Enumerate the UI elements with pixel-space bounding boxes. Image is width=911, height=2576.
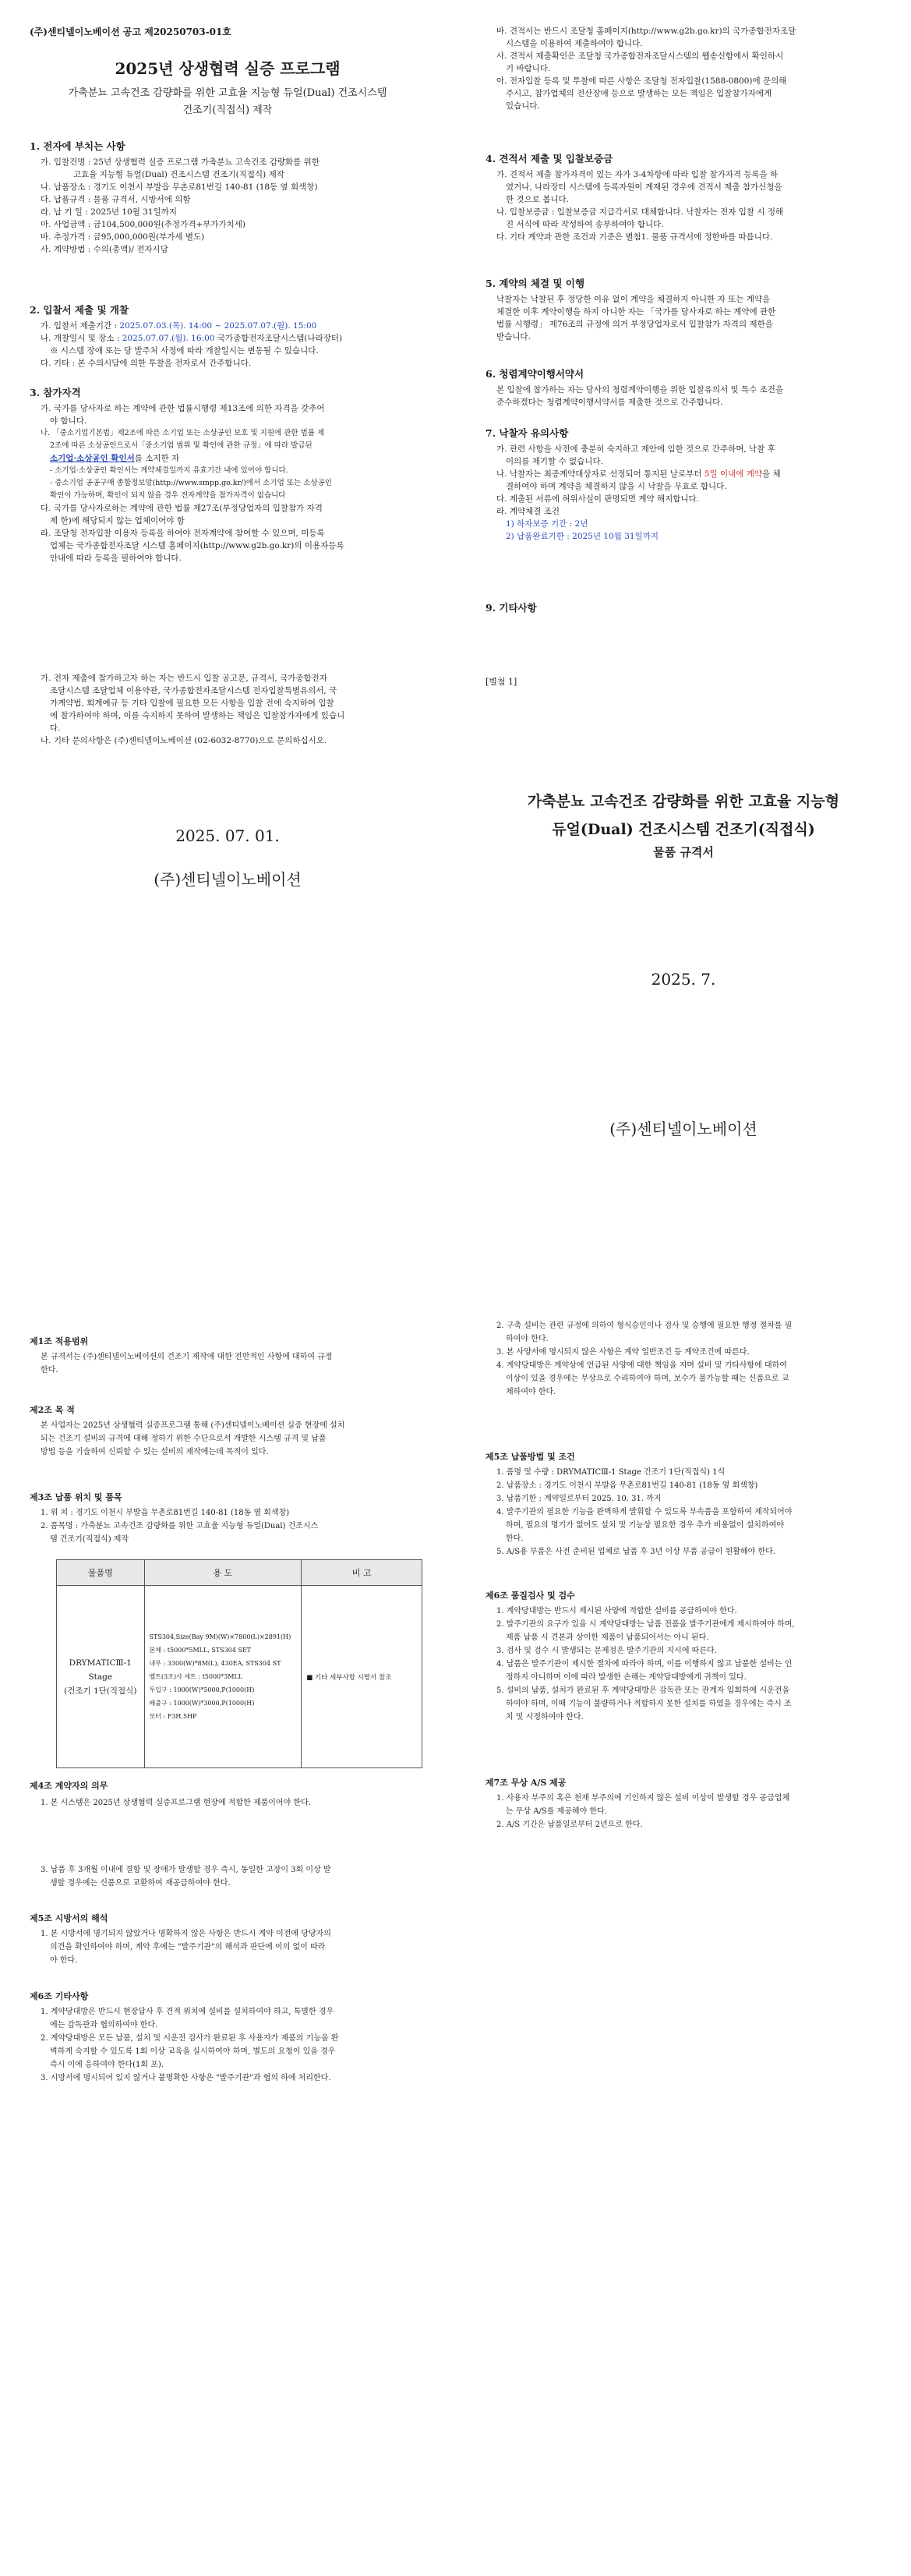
s4-line: 가계약법, 회계예규 등 기타 입찰에 필요한 모든 사항을 입찰 전에 숙지하여 입찰 — [50, 699, 334, 708]
p2-top-notes — [486, 25, 881, 112]
p2-s4-line: 나. 입찰보증금 : 입찰보증금 지급각서로 대체합니다. 낙찰자는 전자 입찰 시 정해 — [496, 207, 784, 217]
p4-line: 3. 본 사양서에 명시되지 않은 사항은 계약 일반조건 등 계약조건에 따른다. — [496, 1348, 750, 1357]
p4-a6-line: 정하지 아니하며 이에 따라 발생한 손해는 계약당대방에게 귀책이 있다. — [506, 1673, 747, 1682]
s2-etc: 다. 기타 : 본 수의시담에 의한 투찰을 전자로서 간주합니다. — [41, 359, 252, 368]
s1-line: 사. 계약방법 : 수의(총액)/ 전자시담 — [41, 245, 168, 254]
p4-a6-line: 제품 납품 시 견본과 상이한 제품이 납품되어서는 아니 된다. — [506, 1633, 709, 1642]
item-spec-table — [56, 1559, 422, 1768]
s1-line: 바. 추정가격 : 금95,000,000원(부가세 별도) — [41, 232, 205, 242]
p4-a5-line: 하며, 필요의 명기가 없어도 설치 및 기능상 필요한 경우 추가 비용없이 설치하여야 — [506, 1521, 784, 1530]
p4-a6-line: 치 및 시정하여야 한다. — [506, 1713, 584, 1721]
p2-section-5-title: 5. 계약의 체결 및 이행 — [486, 278, 585, 289]
p4-a6-line: 4. 납품은 발주기관이 제시한 절차에 따라야 하며, 이를 이행하지 않고 납품한 설비는 인 — [496, 1660, 793, 1668]
section-1-title: 1. 전자에 부치는 사항 — [30, 140, 125, 152]
article-3-line: 템 건조기(직접식) 제작 — [50, 1535, 129, 1544]
item-table-wrap — [56, 1559, 422, 1768]
p2-section-9 — [486, 600, 881, 617]
article-4-line: 생할 경우에는 신품으로 교환하여 재공급하여야 한다. — [50, 1879, 231, 1888]
article-6-line: 2. 계약당대방은 모든 납품, 설치 및 시운전 검사가 완료된 후 사용자가 제품의 기능을 완 — [41, 2034, 339, 2043]
s2-note: ※ 시스템 장애 또는 당 발주처 사정에 따라 개찰일시는 변동될 수 있습니다. — [50, 346, 319, 356]
s3-sub: - 중소기업 공공구매 종합정보망(http://www.smpp.go.kr/)에서 소기업 또는 소상공인 — [50, 479, 332, 487]
p2-s7-line: 이의를 제기할 수 없습니다. — [506, 457, 603, 466]
s1-line: 가. 입찰건명 : 25년 상생협력 실증 프로그램 가축분뇨 고속건조 감량화를 위한 — [41, 157, 320, 167]
notice-subtitle-line2: 건조기(직접식) 제작 — [182, 104, 273, 116]
p2-s7-line: 라. 계약체결 조건 — [496, 507, 560, 516]
p4-line: 하여야 한다. — [506, 1335, 549, 1343]
section-2 — [30, 303, 425, 370]
article-1-line: 한다. — [41, 1366, 58, 1375]
table-header-cell: 용 도 — [144, 1560, 302, 1586]
s4-line: 가. 전자 제출에 참가하고자 하는 자는 반드시 입찰 공고문, 규격서, 국가종합전자 — [41, 674, 327, 683]
p4-a5-line: 1. 품명 및 수량 : DRYMATICⅢ-1 Stage 건조기 1단(직접식) 1식 — [496, 1468, 726, 1477]
article-1-line: 본 규격서는 (주)센티넬이노베이션의 건조기 제작에 대한 전반적인 사항에 대하여 규정 — [41, 1353, 333, 1361]
article-6-line: 1. 계약당대방은 반드시 현장답사 후 견적 위치에 설비를 설치하여야 하고, 특별한 경우 — [41, 2008, 334, 2016]
article-4-title: 제4조 계약자의 의무 — [30, 1781, 108, 1791]
spec-title-line3: 물품 규격서 — [653, 845, 714, 859]
article-6-title: 제6조 기타사항 — [30, 1991, 89, 2001]
p4-line: 4. 계약당대방은 계약상에 언급된 사양에 대한 책임을 지며 설비 및 기타사항에 대하여 — [496, 1361, 787, 1370]
s3-line: 2조에 따른 소상공인으로서「중소기업 범위 및 확인에 관한 규정」에 따라 발급된 — [50, 441, 312, 450]
p4-line: 체하여야 한다. — [506, 1388, 556, 1396]
spec-title-line1: 가축분뇨 고속건조 감량화를 위한 고효율 지능형 — [527, 793, 840, 810]
article-3-line: 2. 품목명 : 가축분뇨 고속건조 감량화를 위한 고효율 지능형 듀얼(Dual) 건조시스 — [41, 1522, 319, 1530]
section-1 — [30, 139, 425, 256]
p2-section-6 — [486, 366, 881, 409]
p4-a6-line: 3. 검사 및 검수 시 발생되는 문제점은 발주기관의 지시에 따른다. — [496, 1647, 717, 1655]
article-4-item-3 — [30, 1863, 425, 1890]
s4-line: 에 참가하여야 하며, 이를 숙지하지 못하여 발생하는 책임은 입찰참가자에게 있습니 — [50, 711, 345, 720]
spec-date: 2025. 7. — [651, 970, 716, 989]
p4-a5-line: 3. 납품기한 : 계약일로부터 2025. 10. 31. 까지 — [496, 1495, 662, 1503]
p4-a7-line: 2. A/S 기간은 납품일로부터 2년으로 한다. — [496, 1821, 643, 1829]
p4-a5-line: 한다. — [506, 1534, 524, 1543]
p4-a6-line: 2. 발주기관의 요구가 있을 시 계약당대방는 납품 전품을 발주기관에게 제시하여야 하며, — [496, 1620, 795, 1629]
s3-sub: 확인이 가능하며, 확인이 되지 않을 경우 전자계약을 참가자격이 없습니다 — [50, 491, 286, 500]
spec-cover-title — [486, 787, 881, 860]
opening-date-value: 2025.07.07.(월). 16:00 — [122, 334, 215, 343]
article-6-line: 벽하게 숙지할 수 있도록 1회 이상 교육을 실시하여야 하며, 별도의 요청이 있을 경우 — [50, 2047, 336, 2056]
p2-s6-line: 준수하겠다는 청렴계약이행서약서를 제출한 것으로 간주합니다. — [496, 398, 723, 407]
article-6-line: 즉시 이에 응하여야 한다(1회 포). — [50, 2061, 164, 2069]
article-4-line: 3. 납품 후 3개월 이내에 결함 및 장애가 발생할 경우 즉시, 동일한 고장이 3회 이상 발 — [41, 1866, 331, 1874]
s3-sub: - 소기업·소상공인 확인서는 계약체결일까지 유효기간 내에 있어야 합니다. — [50, 466, 288, 475]
p2-section-5 — [486, 276, 881, 343]
s3-line: 가. 국가를 당사자로 하는 계약에 관한 법률시행령 제13조에 의한 자격을 갖추어 — [41, 404, 325, 413]
p2-s4-line: 다. 기타 계약과 관한 조건과 기준은 별첨1. 물품 규격서에 정한바를 따릅니다. — [496, 232, 773, 242]
section-2-title: 2. 입찰서 제출 및 개찰 — [30, 304, 129, 316]
article-2-line: 방법 등을 기술하여 신뢰할 수 있는 설비의 제작에는데 목적이 있다. — [41, 1448, 269, 1456]
notice-page-2 — [456, 0, 911, 1288]
p4-a5-line: 2. 납품장소 : 경기도 이천시 부발읍 무촌로81번길 140-81 (18동 옆 회색창) — [496, 1481, 758, 1490]
p4-a6-line: 하여야 하며, 이때 기능이 불량하거나 적합하지 못한 설치를 하였을 경우에는 즉시 조 — [506, 1700, 792, 1708]
p2-section-6-title: 6. 청렴계약이행서약서 — [486, 368, 584, 380]
p4-a6-line: 1. 계약당대방는 반드시 제시된 사양에 적합한 설비를 공급하여야 한다. — [496, 1607, 737, 1615]
p4-a5-line: 4. 발주기관의 필요한 기능을 완벽하게 발휘할 수 있도록 부속품을 포함하여 제작되어야 — [496, 1508, 793, 1516]
notice-title: 2025년 상생협력 실증 프로그램 — [115, 59, 341, 78]
notice-header — [30, 56, 425, 119]
p2-s4-line: 였거나, 나라장터 시스템에 등록자원이 계재된 경우에 견적서 제출 참가신청을 — [506, 182, 782, 192]
delivery-deadline: 2) 납품완료기한 : 2025년 10월 31일까지 — [506, 532, 659, 541]
article-5-title: 제5조 시방서의 해석 — [30, 1913, 108, 1923]
s4-line: 나. 기타 문의사항은 (주)센티넬이노베이션 (02-6032-8770)으로 문의하십시오. — [41, 736, 327, 745]
table-row — [57, 1586, 422, 1768]
p2-s7-line: 결하여야 하며 계약을 체결하지 않을 시 낙찰을 무효로 합니다. — [506, 482, 727, 491]
p2-section-4 — [486, 151, 881, 243]
p2-line: 있습니다. — [506, 101, 540, 111]
notice-page-1 — [0, 0, 455, 1288]
p4-article-7-title: 제7조 무상 A/S 제공 — [486, 1778, 567, 1788]
p2-s4-line: 가. 견적서 제출 참가자격이 있는 자가 3-4차항에 따라 입찰 참가자격 등록을 하 — [496, 170, 779, 179]
p2-line: 사. 견적서 제출확인은 조달청 국가종합전자조달시스템의 웹송신함에서 확인하시 — [496, 51, 784, 61]
p2-s7-contract-deadline: 나. 낙찰자는 최종계약대상자로 선정되어 통지된 날로부터 5일 이내에 계약을 체 — [496, 469, 781, 479]
s3-line: 다. 국가를 당사자로하는 계약에 관한 법률 제27조(부정당업자의 입찰참가 자격 — [41, 504, 323, 513]
item-usage-cell: STS304,Size(Bay 9M)(W)×7800(L)×2891(H) 본체 : t5000*5MLL, STS304 SET 내부 : 3300(W)*8M(L), 430EA, STS304 ST 벨트(3조)사 세트 : t5000*3MLL 투입구 : 1000(W)*5000,P(1000(H) 배출구 : 1000(W)*3000,P(1000(H) 모터 : F3H,5HP — [144, 1586, 302, 1768]
p2-line: 시스템을 이용하여 제출하여야 합니다. — [506, 39, 643, 48]
p4-line: 2. 구축 설비는 관련 규정에 의하여 형식승인이나 검사 및 승행에 필요한 행정 절차를 필 — [496, 1322, 793, 1330]
p4-line: 이상이 있을 경우에는 무상으로 수리하여야 하며, 보수가 불가능할 때는 신품으로 교 — [506, 1375, 789, 1383]
article-3-line: 1. 위 치 : 경기도 이천시 부발읍 무촌로81번길 140-81 (18동 옆 회색창) — [41, 1509, 290, 1517]
notice-date: 2025. 07. 01. — [175, 826, 280, 845]
item-note-cell: ■ 기타 세부사항 시방서 참조 — [302, 1586, 422, 1768]
section-3 — [30, 385, 425, 564]
s1-line: 다. 납품규격 : 물품 규격서, 시방서에 의함 — [41, 195, 191, 204]
s3-line: 안내에 따라 등록을 필하여야 합니다. — [50, 554, 182, 563]
table-header-row — [57, 1560, 422, 1586]
notice-subtitle-line1: 가축분뇨 고속건조 감량화를 위한 고효율 지능형 듀얼(Dual) 건조시스템 — [68, 87, 387, 99]
article-5-line: 의견을 확인하여야 하며, 계약 후에는 "발주기관"의 해석과 판단에 이의 없이 따라 — [50, 1943, 326, 1951]
s3-line: 제 한)에 해당되지 않는 업체이어야 함 — [50, 516, 185, 525]
spec-title-line2: 듀얼(Dual) 건조시스템 건조기(직접식) — [552, 821, 815, 838]
s3-line: 야 합니다. — [50, 416, 87, 426]
article-1-title: 제1조 적용범위 — [30, 1336, 89, 1346]
spec-company: (주)센티넬이노베이션 — [609, 1120, 757, 1138]
article-6-line: 에는 감독관과 협의하여야 한다. — [50, 2021, 158, 2029]
submission-period-value: 2025.07.03.(목). 14:00 ~ 2025.07.07.(월). 15:00 — [119, 321, 317, 331]
p4-article-6 — [486, 1589, 881, 1724]
p2-s4-line: 한 것으로 봅니다. — [506, 195, 570, 204]
sme-certificate-link[interactable]: 소기업·소상공인 확인서 — [50, 454, 135, 463]
p2-line: 바. 견적서는 반드시 조달청 홈페이지(http://www.g2b.go.kr)의 국가종합전자조달 — [496, 27, 796, 36]
notice-company: (주)센티넬이노베이션 — [154, 870, 302, 889]
p4-article-7 — [486, 1776, 881, 1831]
article-2 — [30, 1403, 425, 1459]
p4-article-5 — [486, 1450, 881, 1559]
p2-line: 주시고, 참가업체의 전산장애 등으로 발생하는 모든 책임은 입찰참가자에게 — [506, 89, 772, 98]
s3-line: 업체는 국가종합전자조달 시스템 홈페이지(http://www.g2b.go.kr)의 이용자등록 — [50, 541, 344, 550]
article-3-title: 제3조 납품 위치 및 품목 — [30, 1492, 122, 1502]
notice-number: (주)센티넬이노베이션 공고 제20250703-01호 — [30, 27, 231, 37]
spec-page-2 — [456, 1288, 911, 2576]
p2-s5-line: 법률 시행령」 제76조의 규정에 의거 부정당업자로서 입찰참가 자격의 제한을 — [496, 320, 773, 329]
p2-line: 기 바랍니다. — [506, 64, 551, 73]
contract-deadline-value: 5일 이내에 계약 — [704, 469, 763, 479]
article-2-line: 본 사업자는 2025년 상생협력 실증프로그램 통해 (주)센티넬이노베이션 실증 현장에 설치 — [41, 1421, 345, 1430]
warranty-period: 1) 하자보증 기간 : 2년 — [506, 519, 588, 529]
article-1 — [30, 1335, 425, 1377]
p2-s7-line: 가. 관련 사항을 사전에 충분히 숙지하고 제안에 임한 것으로 간주하며, 낙찰 후 — [496, 444, 775, 454]
article-5-line: 1. 본 시방서에 명기되지 않았거나 명확하지 않은 사항은 반드시 계약 이전에 당당자의 — [41, 1930, 331, 1938]
p2-s5-line: 낙찰자는 낙찰된 후 정당한 이유 없이 계약을 체결하지 아니한 자 또는 계약을 — [496, 295, 771, 304]
s3-line: 라. 조달청 전자입찰 이용자 등록을 하여야 전자계약에 참여할 수 있으며, 미등록 — [41, 529, 325, 538]
s4-line: 다. — [50, 724, 61, 733]
p2-section-7-title: 7. 낙찰자 유의사항 — [486, 427, 569, 439]
p2-line: 아. 전자입찰 등록 및 투찰에 따른 사항은 조달청 전자입찰(1588-0800)에 문의해 — [496, 76, 787, 86]
p4-a7-line: 는 무상 A/S를 제공해야 한다. — [506, 1807, 607, 1816]
article-5 — [30, 1912, 425, 1967]
section-3-title: 3. 참가자격 — [30, 387, 81, 398]
p4-a7-line: 1. 사용자 부주의 혹은 천재 부주의에 기인하지 않은 설비 이상이 발생할 경우 공급업체 — [496, 1794, 790, 1803]
s2-submission-period: 가. 입찰서 제출기간 : 2025.07.03.(목). 14:00 ~ 2025.07.07.(월). 15:00 — [41, 321, 317, 331]
article-4-line: 1. 본 시스템은 2025년 상생협력 실증프로그램 현장에 적합한 제품이어야 한다. — [41, 1799, 311, 1807]
s2-opening-date: 나. 개찰일시 및 장소 : 2025.07.07.(월). 16:00 국가종합전자조달시스템(나라장터) — [41, 334, 343, 343]
annex-label: [별첨 1] — [486, 677, 517, 687]
p2-s5-line: 체결한 이후 계약이행을 하지 아니한 자는 「국가를 당사자로 하는 계약에 관한 — [496, 307, 776, 317]
section-4-notes — [30, 672, 425, 747]
spec-page-1 — [0, 1288, 455, 2576]
article-4 — [30, 1779, 425, 1810]
item-name-cell: DRYMATICⅢ-1 Stage (건조기 1단(직접식) — [57, 1586, 145, 1768]
p2-s5-line: 받습니다. — [496, 332, 531, 341]
s3-line: 나. 「중소기업기본법」제2조에 따른 소기업 또는 소상공인 보호 및 지원에 관한 법률 제 — [41, 429, 325, 437]
p2-section-9-title: 9. 기타사항 — [486, 602, 537, 614]
p2-s4-line: 진 서식에 따라 작성하여 송부하여야 합니다. — [506, 220, 664, 229]
p2-section-7 — [486, 426, 881, 543]
s1-line: 라. 납 기 일 : 2025년 10월 31일까지 — [41, 207, 177, 217]
p4-top — [486, 1319, 881, 1399]
s1-line: 고효율 지능형 듀얼(Dual) 건조시스템 건조기(직접식) 제작 — [73, 170, 284, 179]
article-2-line: 되는 건조기 설비의 규격에 대해 정하기 위한 수단으로서 개발한 시스템 규격 및 납품 — [41, 1435, 327, 1443]
p4-article-5-title: 제5조 납품방법 및 조건 — [486, 1452, 575, 1462]
article-3 — [30, 1491, 425, 1546]
s3-cert-line: 소기업·소상공인 확인서를 소지한 자 — [50, 454, 180, 463]
p4-a6-line: 5. 설비의 납품, 설치가 완료된 후 계약당대방은 감독관 또는 관계자 입회하에 시운전을 — [496, 1686, 790, 1695]
article-5-line: 야 한다. — [50, 1956, 78, 1965]
table-header-cell: 비 고 — [302, 1560, 422, 1586]
p2-s6-line: 본 입찰에 참가하는 자는 당사의 청렴계약이행을 위한 입찰유의서 및 특수 조건을 — [496, 385, 784, 395]
article-6 — [30, 1990, 425, 2085]
s4-line: 조달시스템 조달업체 이용약관, 국가종합전자조달시스템 전자입찰특별유의서, 국 — [50, 686, 337, 695]
article-6-line: 3. 시방서에 명시되어 있지 않거나 불명확한 사항은 "발주기관"과 협의 하에 처리한다. — [41, 2074, 331, 2082]
p2-s7-line: 다. 제출된 서류에 허위사실이 판명되면 계약 해지합니다. — [496, 494, 699, 504]
table-header-cell: 물품명 — [57, 1560, 145, 1586]
article-2-title: 제2조 목 적 — [30, 1405, 75, 1415]
p2-section-4-title: 4. 견적서 제출 및 입찰보증금 — [486, 153, 613, 165]
p4-article-6-title: 제6조 품질검사 및 검수 — [486, 1591, 575, 1601]
s1-line: 마. 사업금액 : 금104,500,000원(추정가격+부가가치세) — [41, 220, 245, 229]
p4-a5-line: 5. A/S용 부품은 사전 준비된 업체로 납품 후 3년 이상 부품 공급이 원활해야 한다. — [496, 1548, 775, 1556]
s1-line: 나. 납품장소 : 경기도 이천시 부발읍 무촌로81번길 140-81 (18동 옆 회색창) — [41, 182, 318, 192]
